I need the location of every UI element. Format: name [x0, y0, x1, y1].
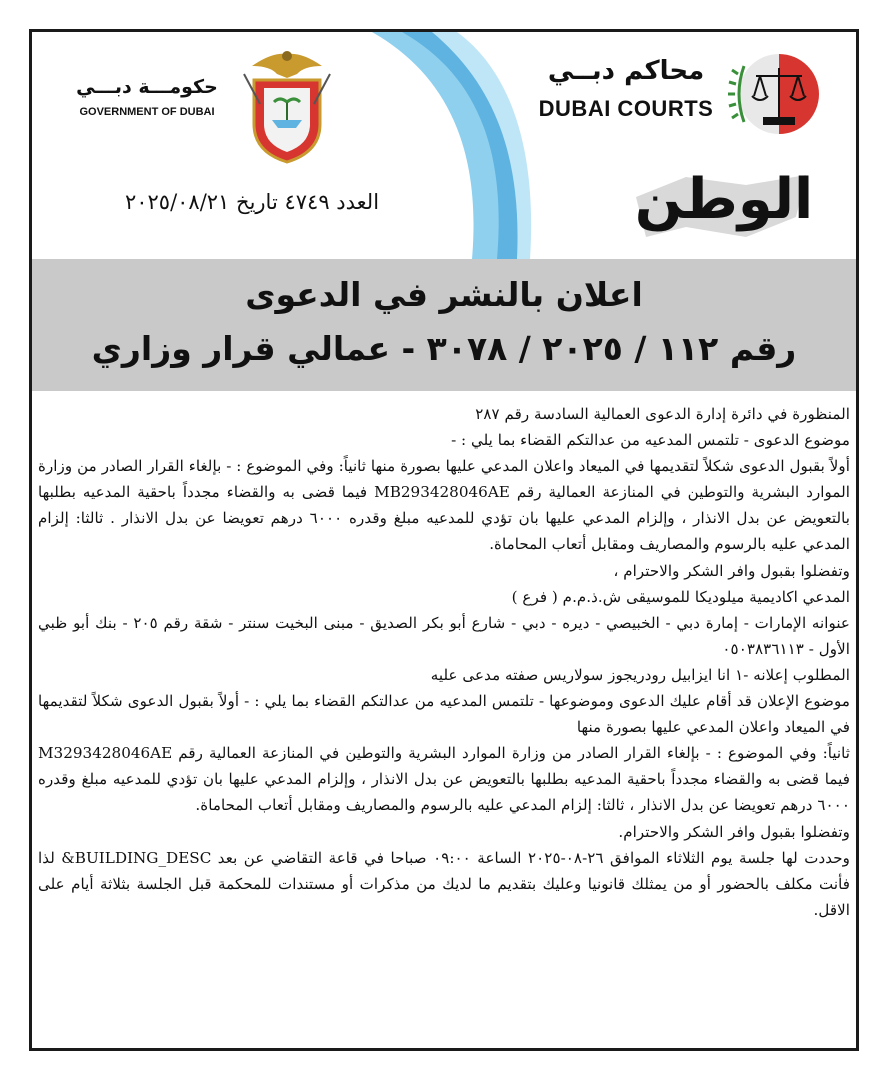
blue-wave-graphic [332, 32, 532, 259]
courts-name-english: DUBAI COURTS [538, 96, 714, 121]
header [32, 32, 856, 259]
body-paragraph: أولاً بقبول الدعوى شكلاً لتقديمها في الميعاد واعلان المدعي عليها بصورة منها ثانياً: وفي الموضوع : - بإلغاء القرار الصادر من وزارة الموارد البشرية والتوطين في المنازعة العمالية رقم MB293428046AE فيما قضى به والقضاء مجدداً باحقية المدعيه بطلبها بالتعويض عن بدل الانذار ، وإلزام المدعي عليها بان تؤدي للمدعيه مبلغ وقدره ٦٠٠٠ درهم تعويضا عن بدل الانذار . ثالثا: إلزام المدعي عليه بالرسوم والمصاريف ومقابل أتعاب المحاماة. [38, 457, 850, 554]
newspaper-title: الوطن [634, 167, 814, 232]
body-paragraph: موضوع الإعلان قد أقام عليك الدعوى وموضوعها - تلتمس المدعيه من عدالتكم القضاء بما يلي : - أولاً بقبول الدعوى شكلاً لتقديمها في الميعاد واعلان المدعي عليها بصورة منها [38, 692, 850, 737]
announcement-title: اعلان بالنشر في الدعوى [245, 275, 643, 314]
dubai-government-falcon-icon [232, 44, 342, 164]
government-name-english: GOVERNMENT OF DUBAI [79, 106, 215, 118]
body-paragraph: المنظورة في دائرة إدارة الدعوى العمالية السادسة رقم ٢٨٧ [475, 405, 850, 423]
case-number-title: رقم ١١٢ / ٢٠٢٥ / ٣٠٧٨ - عمالي قرار وزاري [91, 329, 797, 368]
announcement-body [38, 401, 850, 923]
courts-name-arabic: محاكم دبــي [547, 56, 705, 86]
announcement-frame [29, 29, 859, 1051]
body-paragraph: المدعي اكاديمية ميلوديكا للموسيقى ش.ذ.م.م ( فرع ) [511, 587, 850, 606]
body-paragraph: موضوع الدعوى - تلتمس المدعيه من عدالتكم القضاء بما يلي : - [451, 431, 850, 450]
body-paragraph: ثانياً: وفي الموضوع : - بإلغاء القرار الصادر من وزارة الموارد البشرية والتوطين في المنازعة العمالية رقم M3293428046AE فيما قضى به والقضاء مجدداً باحقية المدعيه بطلبها بالتعويض عن بدل الانذار ، وإلزام المدعي عليها بان تؤدي للمدعيه مبلغ وقدره ٦٠٠٠ درهم تعويضا عن بدل الانذار ، ثالثا: إلزام المدعي عليه بالرسوم والمصاريف ومقابل أتعاب المحاماة. [38, 744, 850, 815]
body-paragraph: وتفضلوا بقبول وافر الشكر والاحترام. [618, 822, 850, 841]
issue-number-date: العدد ٤٧٤٩ تاريخ ٢٠٢٥/٠٨/٢١ [124, 190, 380, 214]
body-paragraph: وحددت لها جلسة يوم الثلاثاء الموافق ٢٦-٠٨-٢٠٢٥ الساعة ٠٩:٠٠ صباحا في قاعة التقاضي عن بعد BUILDING_DESC& لذا فأنت مكلف بالحضور أو من يمثلك قانونيا وعليك بتقديم ما لديك من مذكرات أو مستندات للمحكمة قبل الجلسة بثلاثة أيام على الاقل. [38, 848, 850, 919]
body-paragraph: عنوانه الإمارات - إمارة دبي - الخبيصي - ديره - دبي - شارع أبو بكر الصديق - مبنى البخيت سنتر - شقة رقم ٢٠٥ - بنك أبو ظبي الأول - ٠٥٠٣٨٣٦١١٣ [38, 613, 850, 658]
title-band [32, 259, 856, 391]
government-name-arabic: حكومـــة دبـــي [76, 76, 218, 98]
dubai-courts-scales-icon [704, 46, 854, 142]
body-paragraph: وتفضلوا بقبول وافر الشكر والاحترام ، [613, 561, 850, 580]
body-paragraph: المطلوب إعلانه -١ انا ايزابيل رودريجوز سولاريس صفته مدعى عليه [430, 665, 850, 684]
